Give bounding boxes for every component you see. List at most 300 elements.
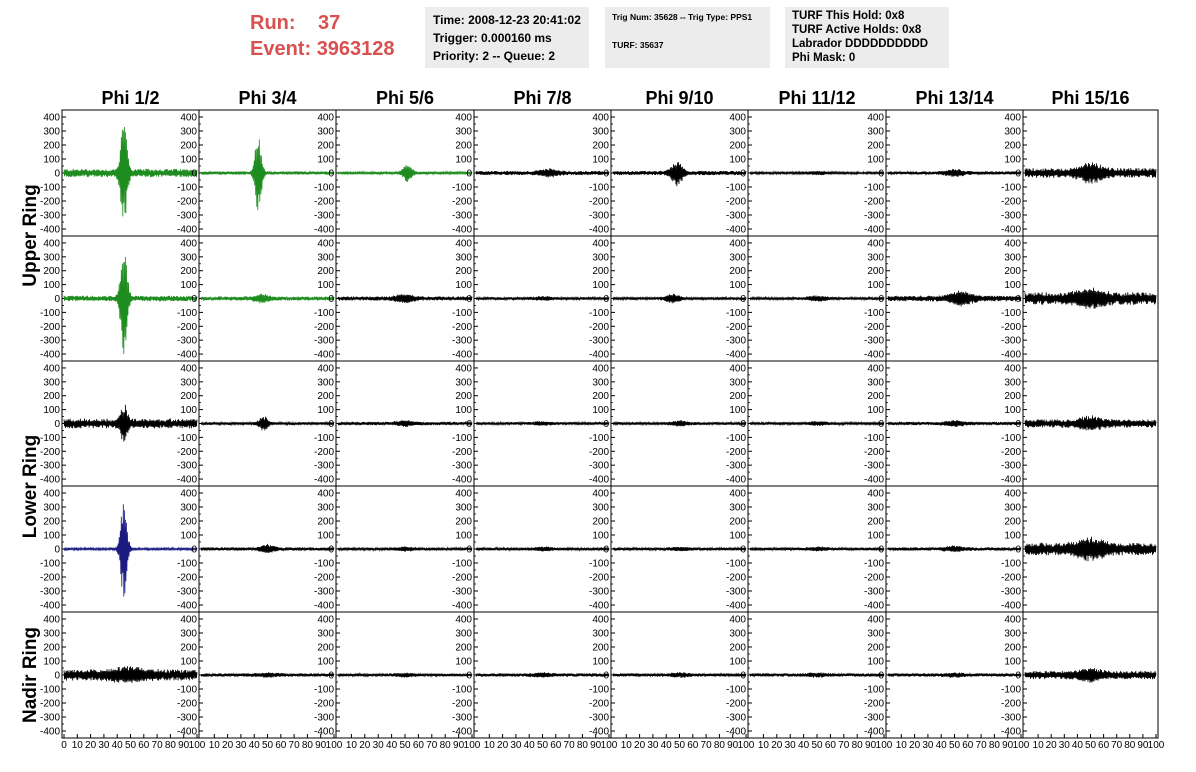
y-tick-label-r5-c5-8: 400 — [592, 614, 609, 626]
x-tick-label-c7-5: 60 — [962, 740, 974, 751]
y-tick-label-r4-c3-2: -200 — [313, 572, 334, 584]
y-tick-label-r4-c5-0: -400 — [588, 600, 609, 612]
y-tick-label-r3-c1-6: 200 — [43, 391, 60, 403]
y-tick-label-r3-c1-8: 400 — [43, 363, 60, 375]
y-tick-label-r1-c8-1: -300 — [1000, 210, 1021, 222]
y-tick-label-r3-c8-5: 100 — [1004, 405, 1021, 417]
y-tick-label-r3-c7-1: -300 — [863, 460, 884, 472]
x-tick-label-c4-2: 30 — [510, 740, 522, 751]
waveform-r1-c4 — [476, 168, 609, 177]
ring-title-2: Lower Ring — [20, 434, 41, 539]
x-tick-label-c7-4: 50 — [948, 740, 961, 751]
y-tick-label-r4-c4-7: 300 — [455, 502, 472, 514]
x-tick-label-c4-9: 100 — [600, 740, 618, 751]
y-tick-label-r2-c6-0: -400 — [725, 349, 746, 361]
y-tick-label-r1-c1-3: -100 — [39, 182, 60, 194]
column-title-3: Phi 5/6 — [375, 88, 435, 108]
x-tick-label-c7-1: 20 — [909, 740, 921, 751]
x-tick-label-c1-0: 0 — [61, 740, 67, 751]
y-tick-label-r4-c7-4: 0 — [878, 544, 884, 556]
x-tick-label-c5-8: 90 — [727, 740, 739, 751]
x-tick-label-c1-4: 40 — [111, 740, 123, 751]
y-tick-label-r1-c8-0: -400 — [1000, 224, 1021, 236]
y-tick-label-r1-c2-8: 400 — [180, 112, 197, 124]
waveform-r5-c4 — [476, 672, 609, 677]
y-tick-label-r3-c2-8: 400 — [180, 363, 197, 375]
x-tick-label-c2-1: 20 — [222, 740, 234, 751]
y-tick-label-r3-c6-1: -300 — [725, 460, 746, 472]
y-tick-label-r3-c2-0: -400 — [176, 474, 197, 486]
waveform-r4-c4 — [476, 547, 609, 552]
x-tick-label-c3-3: 40 — [386, 740, 398, 751]
y-tick-label-r5-c1-4: 0 — [54, 670, 60, 682]
waveform-r2-c6 — [750, 295, 884, 301]
y-tick-label-r1-c1-5: 100 — [43, 154, 60, 166]
y-tick-label-r1-c4-1: -300 — [451, 210, 472, 222]
y-tick-label-r4-c3-8: 400 — [317, 488, 334, 500]
y-tick-label-r3-c4-0: -400 — [451, 474, 472, 486]
y-tick-label-r3-c4-5: 100 — [455, 405, 472, 417]
y-tick-label-r2-c6-8: 400 — [729, 238, 746, 250]
y-tick-label-r4-c5-4: 0 — [603, 544, 609, 556]
waveform-r2-c5 — [613, 294, 746, 304]
x-tick-label-c8-2: 30 — [1058, 740, 1070, 751]
x-tick-label-c7-6: 70 — [975, 740, 987, 751]
y-tick-label-r2-c5-2: -200 — [588, 321, 609, 333]
y-tick-label-r3-c5-0: -400 — [588, 474, 609, 486]
y-tick-label-r4-c4-4: 0 — [466, 544, 472, 556]
waveform-r5-c1 — [64, 666, 197, 683]
x-tick-label-c3-6: 70 — [426, 740, 438, 751]
y-tick-label-r2-c4-3: -100 — [451, 307, 472, 319]
y-tick-label-r1-c1-8: 400 — [43, 112, 60, 124]
y-tick-label-r1-c6-1: -300 — [725, 210, 746, 222]
y-tick-label-r5-c4-0: -400 — [451, 726, 472, 738]
x-tick-label-c1-9: 90 — [178, 740, 190, 751]
y-tick-label-r1-c7-6: 200 — [867, 140, 884, 152]
y-tick-label-r3-c2-5: 100 — [180, 405, 197, 417]
y-tick-label-r1-c3-4: 0 — [328, 168, 334, 180]
y-tick-label-r2-c6-5: 100 — [729, 280, 746, 292]
y-tick-label-r2-c1-0: -400 — [39, 349, 60, 361]
y-tick-label-r4-c1-8: 400 — [43, 488, 60, 500]
y-tick-label-r2-c7-8: 400 — [867, 238, 884, 250]
y-tick-label-r2-c3-7: 300 — [317, 252, 334, 264]
y-tick-label-r3-c2-6: 200 — [180, 391, 197, 403]
y-tick-label-r3-c7-5: 100 — [867, 405, 884, 417]
y-tick-label-r2-c5-1: -300 — [588, 335, 609, 347]
waveform-r5-c8 — [1025, 668, 1156, 683]
waveform-r4-c7 — [888, 546, 1021, 553]
y-tick-label-r5-c1-6: 200 — [43, 642, 60, 654]
x-tick-label-c4-6: 70 — [563, 740, 575, 751]
y-tick-label-r2-c8-2: -200 — [1000, 321, 1021, 333]
y-tick-label-r3-c5-1: -300 — [588, 460, 609, 472]
y-tick-label-r2-c8-4: 0 — [1015, 294, 1021, 305]
x-tick-label-c4-7: 80 — [576, 740, 588, 751]
y-tick-label-r2-c5-3: -100 — [588, 307, 609, 319]
y-tick-label-r1-c6-7: 300 — [729, 126, 746, 138]
x-tick-label-c6-3: 40 — [798, 740, 810, 751]
y-tick-label-r2-c1-6: 200 — [43, 266, 60, 278]
x-tick-label-c6-5: 60 — [824, 740, 836, 751]
y-tick-label-r5-c6-2: -200 — [725, 698, 746, 710]
y-tick-label-r5-c1-3: -100 — [39, 684, 60, 696]
y-tick-label-r3-c7-4: 0 — [878, 419, 884, 430]
x-tick-label-c2-0: 10 — [208, 740, 220, 751]
y-tick-label-r4-c7-2: -200 — [863, 572, 884, 584]
x-tick-label-c5-3: 40 — [660, 740, 672, 751]
x-tick-label-c7-7: 80 — [988, 740, 1000, 751]
y-tick-label-r3-c4-7: 300 — [455, 377, 472, 389]
y-tick-label-r4-c6-6: 200 — [729, 516, 746, 528]
y-tick-label-r3-c4-3: -100 — [451, 432, 472, 444]
y-tick-label-r1-c3-1: -300 — [313, 210, 334, 222]
x-tick-label-c7-0: 10 — [895, 740, 907, 751]
y-tick-label-r1-c7-0: -400 — [863, 224, 884, 236]
y-tick-label-r4-c5-6: 200 — [592, 516, 609, 528]
y-tick-label-r3-c7-8: 400 — [867, 363, 884, 375]
x-tick-label-c8-9: 100 — [1147, 740, 1165, 751]
waveform-r5-c5 — [613, 672, 746, 678]
y-tick-label-r3-c4-2: -200 — [451, 446, 472, 458]
y-tick-label-r4-c6-4: 0 — [740, 544, 746, 556]
y-tick-label-r5-c3-8: 400 — [317, 614, 334, 626]
x-tick-label-c3-8: 90 — [453, 740, 465, 751]
y-tick-label-r5-c3-5: 100 — [317, 656, 334, 668]
x-tick-label-c2-8: 90 — [315, 740, 327, 751]
y-tick-label-r5-c2-4: 0 — [191, 670, 197, 682]
y-tick-label-r3-c5-8: 400 — [592, 363, 609, 375]
y-tick-label-r3-c7-6: 200 — [867, 391, 884, 403]
y-tick-label-r4-c1-2: -200 — [39, 572, 60, 584]
waveform-r4-c3 — [338, 547, 472, 552]
y-tick-label-r1-c2-1: -300 — [176, 210, 197, 222]
y-tick-label-r2-c1-7: 300 — [43, 252, 60, 264]
y-tick-label-r3-c3-4: 0 — [328, 419, 334, 430]
y-tick-label-r1-c1-0: -400 — [39, 224, 60, 236]
y-tick-label-r4-c2-7: 300 — [180, 502, 197, 514]
y-tick-label-r2-c2-1: -300 — [176, 335, 197, 347]
y-tick-label-r2-c3-5: 100 — [317, 280, 334, 292]
y-tick-label-r4-c6-8: 400 — [729, 488, 746, 500]
x-tick-label-c5-5: 60 — [687, 740, 699, 751]
y-tick-label-r5-c5-5: 100 — [592, 656, 609, 668]
x-tick-label-c1-6: 60 — [138, 740, 150, 751]
y-tick-label-r4-c8-4: 0 — [1015, 544, 1021, 556]
x-tick-label-c5-4: 50 — [673, 740, 686, 751]
y-tick-label-r5-c7-0: -400 — [863, 726, 884, 738]
x-tick-label-c8-6: 70 — [1111, 740, 1123, 751]
y-tick-label-r5-c5-1: -300 — [588, 712, 609, 724]
y-tick-label-r2-c3-3: -100 — [313, 307, 334, 319]
y-tick-label-r5-c7-1: -300 — [863, 712, 884, 724]
y-tick-label-r2-c4-4: 0 — [466, 294, 472, 305]
y-tick-label-r3-c6-0: -400 — [725, 474, 746, 486]
y-tick-label-r1-c7-3: -100 — [863, 182, 884, 194]
y-tick-label-r3-c4-8: 400 — [455, 363, 472, 375]
y-tick-label-r4-c4-1: -300 — [451, 586, 472, 598]
y-tick-label-r2-c8-0: -400 — [1000, 349, 1021, 361]
time-text: Time: 2008-12-23 20:41:02 — [433, 13, 581, 27]
y-tick-label-r2-c3-2: -200 — [313, 321, 334, 333]
y-tick-label-r2-c5-0: -400 — [588, 349, 609, 361]
y-tick-label-r2-c2-0: -400 — [176, 349, 197, 361]
x-tick-label-c2-3: 40 — [248, 740, 260, 751]
waveform-r2-c2 — [201, 294, 334, 304]
y-tick-label-r4-c2-4: 0 — [191, 544, 197, 556]
y-tick-label-r2-c2-6: 200 — [180, 266, 197, 278]
y-tick-label-r2-c1-8: 400 — [43, 238, 60, 250]
y-tick-label-r5-c8-1: -300 — [1000, 712, 1021, 724]
y-tick-label-r2-c5-4: 0 — [603, 294, 609, 305]
y-tick-label-r3-c8-2: -200 — [1000, 446, 1021, 458]
y-tick-label-r4-c1-5: 100 — [43, 530, 60, 542]
y-tick-label-r1-c1-7: 300 — [43, 126, 60, 138]
y-tick-label-r4-c6-3: -100 — [725, 558, 746, 570]
y-tick-label-r1-c8-8: 400 — [1004, 112, 1021, 124]
y-tick-label-r3-c2-7: 300 — [180, 377, 197, 389]
x-tick-label-c6-1: 20 — [771, 740, 783, 751]
y-tick-label-r1-c2-2: -200 — [176, 196, 197, 208]
y-tick-label-r3-c7-3: -100 — [863, 432, 884, 444]
y-tick-label-r5-c3-7: 300 — [317, 628, 334, 640]
event-label: Event: — [250, 38, 312, 60]
x-tick-label-c4-8: 90 — [590, 740, 602, 751]
y-tick-label-r4-c3-5: 100 — [317, 530, 334, 542]
y-tick-label-r4-c1-0: -400 — [39, 600, 60, 612]
y-tick-label-r5-c6-3: -100 — [725, 684, 746, 696]
y-tick-label-r4-c6-7: 300 — [729, 502, 746, 514]
y-tick-label-r4-c1-7: 300 — [43, 502, 60, 514]
y-tick-label-r1-c4-5: 100 — [455, 154, 472, 166]
y-tick-label-r5-c8-5: 100 — [1004, 656, 1021, 668]
x-tick-label-c3-4: 50 — [399, 740, 411, 751]
y-tick-label-r3-c6-2: -200 — [725, 446, 746, 458]
x-tick-label-c4-5: 60 — [550, 740, 562, 751]
y-tick-label-r4-c3-4: 0 — [328, 544, 334, 556]
y-tick-label-r2-c7-3: -100 — [863, 307, 884, 319]
x-tick-label-c8-8: 90 — [1137, 740, 1149, 751]
y-tick-label-r4-c1-3: -100 — [39, 558, 60, 570]
waveform-r2-c4 — [476, 296, 609, 301]
y-tick-label-r5-c8-0: -400 — [1000, 726, 1021, 738]
y-tick-label-r1-c6-4: 0 — [740, 168, 746, 180]
y-tick-label-r2-c8-1: -300 — [1000, 335, 1021, 347]
y-tick-label-r2-c6-4: 0 — [740, 294, 746, 305]
x-tick-label-c2-9: 100 — [325, 740, 343, 751]
y-tick-label-r5-c2-3: -100 — [176, 684, 197, 696]
y-tick-label-r3-c2-3: -100 — [176, 432, 197, 444]
y-tick-label-r3-c4-6: 200 — [455, 391, 472, 403]
y-tick-label-r2-c1-2: -200 — [39, 321, 60, 333]
y-tick-label-r2-c2-4: 0 — [191, 294, 197, 305]
y-tick-label-r5-c2-6: 200 — [180, 642, 197, 654]
x-tick-label-c2-2: 30 — [235, 740, 247, 751]
x-tick-label-c6-7: 80 — [851, 740, 863, 751]
y-tick-label-r1-c3-5: 100 — [317, 154, 334, 166]
y-tick-label-r4-c8-8: 400 — [1004, 488, 1021, 500]
x-tick-label-c1-5: 50 — [124, 740, 137, 751]
y-tick-label-r2-c8-8: 400 — [1004, 238, 1021, 250]
y-tick-label-r1-c4-3: -100 — [451, 182, 472, 194]
y-tick-label-r5-c7-5: 100 — [867, 656, 884, 668]
y-tick-label-r5-c5-0: -400 — [588, 726, 609, 738]
y-tick-label-r5-c4-4: 0 — [466, 670, 472, 682]
y-tick-label-r5-c1-2: -200 — [39, 698, 60, 710]
y-tick-label-r4-c7-5: 100 — [867, 530, 884, 542]
y-tick-label-r3-c8-1: -300 — [1000, 460, 1021, 472]
y-tick-label-r3-c8-4: 0 — [1015, 419, 1021, 430]
y-tick-label-r4-c7-3: -100 — [863, 558, 884, 570]
y-tick-label-r1-c7-2: -200 — [863, 196, 884, 208]
y-tick-label-r5-c6-5: 100 — [729, 656, 746, 668]
y-tick-label-r4-c7-6: 200 — [867, 516, 884, 528]
y-tick-label-r1-c3-8: 400 — [317, 112, 334, 124]
y-tick-label-r5-c7-8: 400 — [867, 614, 884, 626]
x-tick-label-c3-0: 10 — [345, 740, 357, 751]
run-label: Run: — [250, 12, 296, 34]
x-tick-label-c5-7: 80 — [713, 740, 725, 751]
y-tick-label-r5-c5-3: -100 — [588, 684, 609, 696]
waveform-r5-c3 — [338, 673, 472, 678]
y-tick-label-r2-c5-8: 400 — [592, 238, 609, 250]
y-tick-label-r1-c1-4: 0 — [54, 168, 60, 180]
y-tick-label-r4-c5-5: 100 — [592, 530, 609, 542]
y-tick-label-r5-c6-0: -400 — [725, 726, 746, 738]
y-tick-label-r3-c3-5: 100 — [317, 405, 334, 417]
y-tick-label-r2-c7-0: -400 — [863, 349, 884, 361]
y-tick-label-r2-c2-8: 400 — [180, 238, 197, 250]
y-tick-label-r1-c3-3: -100 — [313, 182, 334, 194]
y-tick-label-r5-c7-6: 200 — [867, 642, 884, 654]
x-tick-label-c8-3: 40 — [1071, 740, 1083, 751]
turf-text: TURF: 35637 — [612, 40, 664, 50]
y-tick-label-r4-c4-2: -200 — [451, 572, 472, 584]
x-tick-label-c1-10: 100 — [188, 740, 206, 751]
y-tick-label-r1-c2-0: -400 — [176, 224, 197, 236]
y-tick-label-r4-c3-1: -300 — [313, 586, 334, 598]
y-tick-label-r5-c8-6: 200 — [1004, 642, 1021, 654]
y-tick-label-r5-c5-4: 0 — [603, 670, 609, 682]
waveform-r3-c7 — [888, 420, 1021, 427]
y-tick-label-r3-c7-7: 300 — [867, 377, 884, 389]
y-tick-label-r2-c4-8: 400 — [455, 238, 472, 250]
y-tick-label-r4-c5-8: 400 — [592, 488, 609, 500]
y-tick-label-r1-c6-2: -200 — [725, 196, 746, 208]
y-tick-label-r2-c3-0: -400 — [313, 349, 334, 361]
x-tick-label-c3-2: 30 — [372, 740, 384, 751]
y-tick-label-r4-c1-4: 0 — [54, 544, 60, 556]
y-tick-label-r2-c7-7: 300 — [867, 252, 884, 264]
x-tick-label-c3-1: 20 — [359, 740, 371, 751]
y-tick-label-r5-c4-7: 300 — [455, 628, 472, 640]
x-tick-label-c2-7: 80 — [301, 740, 313, 751]
y-tick-label-r1-c5-2: -200 — [588, 196, 609, 208]
x-tick-label-c4-3: 40 — [523, 740, 535, 751]
x-tick-label-c1-7: 70 — [151, 740, 163, 751]
y-tick-label-r3-c1-5: 100 — [43, 405, 60, 417]
x-tick-label-c3-7: 80 — [439, 740, 451, 751]
y-tick-label-r4-c2-6: 200 — [180, 516, 197, 528]
y-tick-label-r1-c8-3: -100 — [1000, 182, 1021, 194]
y-tick-label-r1-c3-6: 200 — [317, 140, 334, 152]
y-tick-label-r1-c8-6: 200 — [1004, 140, 1021, 152]
y-tick-label-r4-c6-0: -400 — [725, 600, 746, 612]
y-tick-label-r5-c1-1: -300 — [39, 712, 60, 724]
y-tick-label-r3-c2-2: -200 — [176, 446, 197, 458]
waveform-r1-c6 — [750, 171, 884, 175]
x-tick-label-c1-8: 80 — [164, 740, 176, 751]
y-tick-label-r4-c5-7: 300 — [592, 502, 609, 514]
y-tick-label-r5-c5-2: -200 — [588, 698, 609, 710]
y-tick-label-r2-c1-3: -100 — [39, 307, 60, 319]
column-title-7: Phi 13/14 — [915, 88, 994, 108]
y-tick-label-r5-c4-6: 200 — [455, 642, 472, 654]
x-tick-label-c3-5: 60 — [412, 740, 424, 751]
y-tick-label-r1-c6-6: 200 — [729, 140, 746, 152]
y-tick-label-r5-c3-3: -100 — [313, 684, 334, 696]
y-tick-label-r3-c8-8: 400 — [1004, 363, 1021, 375]
y-tick-label-r3-c8-7: 300 — [1004, 377, 1021, 389]
waveform-r1-c8 — [1025, 162, 1156, 183]
y-tick-label-r4-c4-6: 200 — [455, 516, 472, 528]
y-tick-label-r2-c2-3: -100 — [176, 307, 197, 319]
y-tick-label-r4-c8-2: -200 — [1000, 572, 1021, 584]
y-tick-label-r3-c1-7: 300 — [43, 377, 60, 389]
waveform-r2-c3 — [338, 294, 472, 303]
trigger-text: Trigger: 0.000160 ms — [433, 31, 552, 45]
y-tick-label-r1-c5-3: -100 — [588, 182, 609, 194]
y-tick-label-r4-c4-0: -400 — [451, 600, 472, 612]
run-value: 37 — [318, 12, 341, 34]
y-tick-label-r2-c6-6: 200 — [729, 266, 746, 278]
y-tick-label-r3-c6-5: 100 — [729, 405, 746, 417]
y-tick-label-r3-c5-3: -100 — [588, 432, 609, 444]
y-tick-label-r3-c6-6: 200 — [729, 391, 746, 403]
y-tick-label-r3-c1-0: -400 — [39, 474, 60, 486]
y-tick-label-r1-c7-4: 0 — [878, 168, 884, 180]
waveform-r4-c5 — [613, 547, 746, 551]
y-tick-label-r3-c5-2: -200 — [588, 446, 609, 458]
y-tick-label-r5-c6-6: 200 — [729, 642, 746, 654]
x-tick-label-c2-4: 50 — [261, 740, 274, 751]
y-tick-label-r5-c2-0: -400 — [176, 726, 197, 738]
y-tick-label-r1-c4-8: 400 — [455, 112, 472, 124]
x-tick-label-c4-4: 50 — [536, 740, 549, 751]
y-tick-label-r5-c3-4: 0 — [328, 670, 334, 682]
x-tick-label-c2-6: 70 — [288, 740, 300, 751]
y-tick-label-r3-c5-7: 300 — [592, 377, 609, 389]
y-tick-label-r2-c4-2: -200 — [451, 321, 472, 333]
y-tick-label-r2-c1-4: 0 — [54, 294, 60, 305]
y-tick-label-r3-c6-7: 300 — [729, 377, 746, 389]
x-tick-label-c1-2: 20 — [85, 740, 97, 751]
y-tick-label-r5-c2-7: 300 — [180, 628, 197, 640]
event-value: 3963128 — [316, 38, 395, 60]
waveform-r3-c3 — [338, 420, 472, 427]
y-tick-label-r1-c5-1: -300 — [588, 210, 609, 222]
y-tick-label-r4-c8-5: 100 — [1004, 530, 1021, 542]
y-tick-label-r2-c3-1: -300 — [313, 335, 334, 347]
y-tick-label-r4-c5-1: -300 — [588, 586, 609, 598]
y-tick-label-r1-c7-5: 100 — [867, 154, 884, 166]
y-tick-label-r1-c5-7: 300 — [592, 126, 609, 138]
waveform-r3-c5 — [613, 420, 746, 426]
y-tick-label-r5-c6-7: 300 — [729, 628, 746, 640]
y-tick-label-r3-c5-5: 100 — [592, 405, 609, 417]
y-tick-label-r3-c6-3: -100 — [725, 432, 746, 444]
